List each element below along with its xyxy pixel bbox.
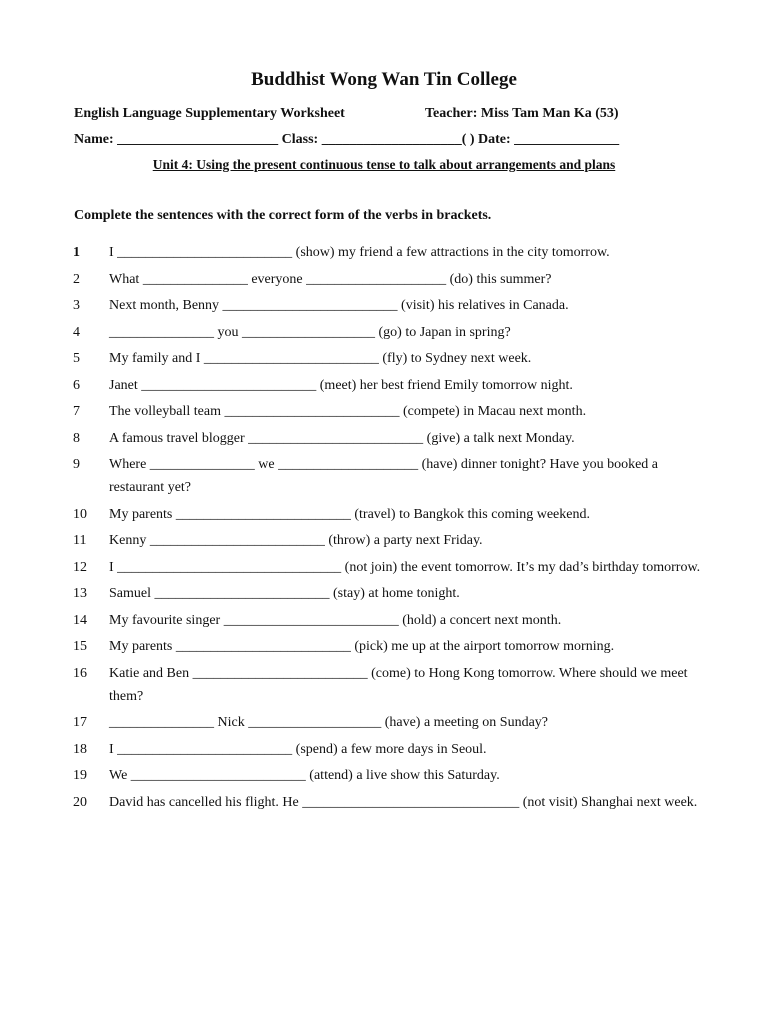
question-text: I _________________________ (show) my friend a few attractions in the city tomorrow. <box>109 245 610 260</box>
question-item <box>0 711 768 734</box>
question-text: David has cancelled his flight. He _______________________________ (not visit) Shanghai next week. <box>109 794 698 810</box>
question-list <box>0 241 768 817</box>
question-number: 13 <box>73 586 87 601</box>
question-item <box>0 427 768 450</box>
question-text: Samuel _________________________ (stay) at home tonight. <box>109 586 460 601</box>
question-number: 12 <box>73 559 87 575</box>
question-text: _______________ Nick ___________________ (have) a meeting on Sunday? <box>109 715 548 730</box>
question-number: 15 <box>73 639 87 654</box>
question-number: 7 <box>73 404 80 419</box>
unit-title: Unit 4: Using the present continuous tense to talk about arrangements and plans <box>152 157 616 172</box>
question-number: 5 <box>73 351 80 366</box>
question-number: 17 <box>73 715 87 730</box>
question-item <box>0 241 768 264</box>
question-item <box>0 321 768 344</box>
question-text: Kenny _________________________ (throw) a party next Friday. <box>109 533 483 548</box>
question-number: 8 <box>73 430 80 446</box>
question-text: What _______________ everyone ____________________ (do) this summer? <box>109 271 552 287</box>
question-item <box>0 738 768 761</box>
question-item <box>0 791 768 814</box>
question-number: 6 <box>73 377 80 393</box>
question-item <box>0 347 768 370</box>
question-number: 4 <box>73 324 80 340</box>
question-text: Next month, Benny _________________________ (visit) his relatives in Canada. <box>109 298 569 313</box>
question-item <box>0 400 768 423</box>
question-item <box>0 764 768 787</box>
question-text: I _________________________ (spend) a few more days in Seoul. <box>109 741 487 757</box>
question-item <box>0 503 768 526</box>
question-item <box>0 453 768 499</box>
question-item <box>0 582 768 605</box>
question-item <box>0 556 768 579</box>
instruction: Complete the sentences with the correct form of the verbs in brackets. <box>74 208 492 223</box>
question-item <box>0 374 768 397</box>
question-text: My favourite singer _________________________ (hold) a concert next month. <box>109 612 562 628</box>
teacher-line: Teacher: Miss Tam Man Ka (53) <box>425 106 619 121</box>
question-item <box>0 635 768 658</box>
question-item <box>0 268 768 291</box>
question-number: 19 <box>73 768 87 783</box>
question-number: 9 <box>73 457 80 472</box>
question-text: Katie and Ben _________________________ (come) to Hong Kong tomorrow. Where should we meet them? <box>109 665 688 704</box>
question-text: _______________ you ___________________ (go) to Japan in spring? <box>109 324 511 340</box>
question-text: A famous travel blogger _________________________ (give) a talk next Monday. <box>109 430 575 446</box>
question-text: My parents _________________________ (travel) to Bangkok this coming weekend. <box>109 506 590 522</box>
question-number: 2 <box>73 271 80 287</box>
question-number: 3 <box>73 298 80 313</box>
question-number: 20 <box>73 794 87 810</box>
question-text: My family and I _________________________ (fly) to Sydney next week. <box>109 351 532 366</box>
question-text: I ________________________________ (not join) the event tomorrow. It’s my dad’s birthday tomorrow. <box>109 559 701 575</box>
question-item <box>0 294 768 317</box>
question-number: 14 <box>73 612 87 628</box>
question-text: Where _______________ we ____________________ (have) dinner tonight? Have you booked a restaurant yet? <box>109 457 658 495</box>
question-text: Janet _________________________ (meet) her best friend Emily tomorrow night. <box>109 377 573 393</box>
question-number: 18 <box>73 741 87 757</box>
question-item <box>0 529 768 552</box>
question-text: My parents _________________________ (pick) me up at the airport tomorrow morning. <box>109 639 615 654</box>
question-text: The volleyball team _________________________ (compete) in Macau next month. <box>109 404 587 419</box>
question-number: 1 <box>73 245 80 260</box>
question-item <box>0 662 768 708</box>
question-number: 16 <box>73 665 87 681</box>
worksheet-subtitle: English Language Supplementary Worksheet <box>74 106 345 121</box>
school-title: Buddhist Wong Wan Tin College <box>251 69 517 90</box>
name-class-date-line: Name: _______________________ Class: ____________________( ) Date: _______________ <box>74 132 620 147</box>
question-item <box>0 609 768 632</box>
question-number: 10 <box>73 506 87 522</box>
question-text: We _________________________ (attend) a live show this Saturday. <box>109 768 500 783</box>
question-number: 11 <box>73 533 87 548</box>
